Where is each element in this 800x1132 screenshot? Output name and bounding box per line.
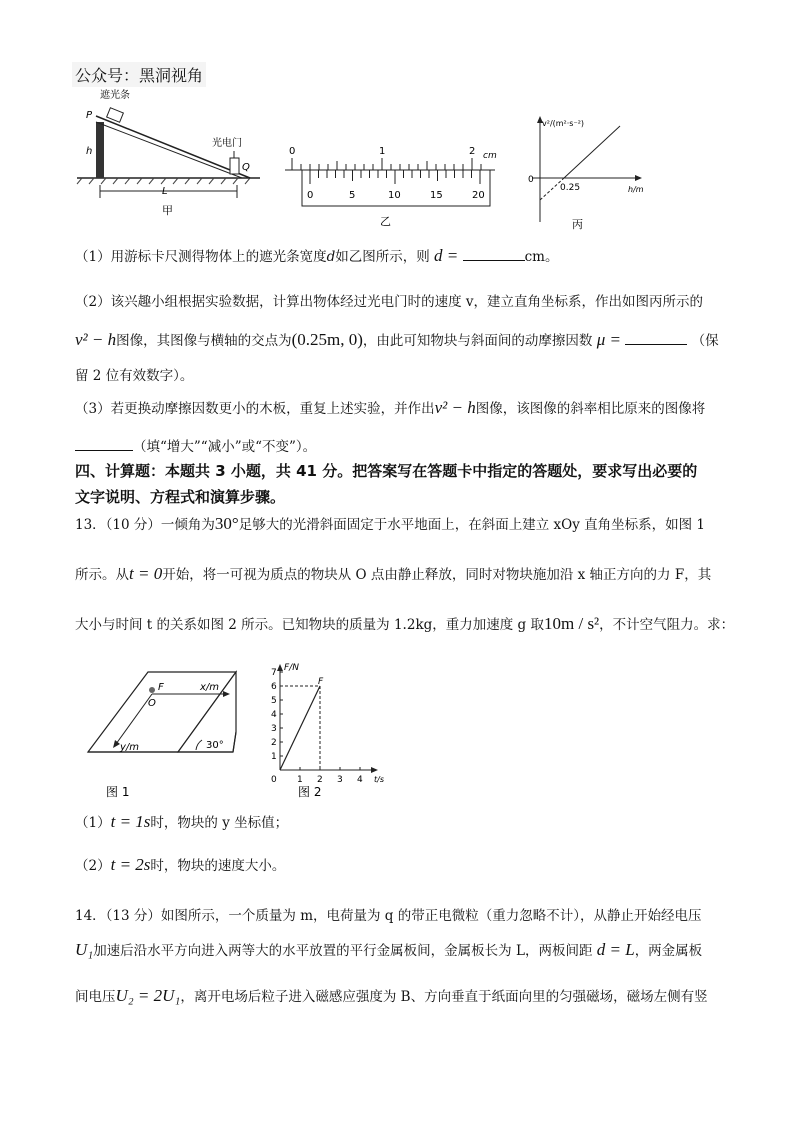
fig2-ytick-label: 2 <box>271 738 277 748</box>
figure-yi-vernier <box>280 140 505 235</box>
label-L: L <box>162 186 168 197</box>
watermark-tag: 公众号：黑洞视角 <box>72 62 206 87</box>
figure-bing-graph <box>520 112 660 232</box>
support-post <box>96 122 104 178</box>
q12-part2-line2: v² − h图像，其图像与横轴的交点为(0.25m, 0)，由此可知物块与斜面间的动摩擦因数 μ = （保 <box>75 330 719 349</box>
answer-blank-slope[interactable] <box>75 436 133 451</box>
vernier-tick-0: 0 <box>307 190 314 201</box>
fig2-xtick-label: 4 <box>357 775 363 785</box>
fig1-label-F: F <box>158 682 164 693</box>
slider-block <box>107 108 124 123</box>
q12-part2-line1: （2）该兴趣小组根据实验数据，计算出物体经过光电门时的速度 v，建立直角坐标系，作出如图丙所示的 <box>75 294 704 310</box>
figure-1-incline <box>78 660 248 800</box>
vernier-tick-15: 15 <box>430 190 443 201</box>
fig1-label-x: x/m <box>200 682 220 693</box>
fig2-ytick-label: 1 <box>271 752 277 762</box>
fig2-ytick-label: 4 <box>271 710 277 720</box>
unit-cm: cm <box>483 151 497 161</box>
q13-line1: 13．（10 分）一倾角为30°足够大的光滑斜面固定于水平地面上，在斜面上建立 xOy 直角坐标系，如图 1 <box>75 514 705 533</box>
q14-line1: 14．（13 分）如图所示，一个质量为 m，电荷量为 q 的带正电微粒（重力忽略不计），从静止开始经电压 <box>75 908 702 924</box>
graph-line <box>564 126 620 178</box>
block-dot <box>149 687 155 693</box>
vernier-tick-10: 10 <box>388 190 401 201</box>
q12-part1: （1）用游标卡尺测得物体上的遮光条宽度d如乙图所示，则 d = cm。 <box>75 246 559 265</box>
fig2-xtick-label: 3 <box>337 775 343 785</box>
bing-xlabel: h/m <box>628 185 644 194</box>
main-tick-1: 1 <box>379 146 386 157</box>
bing-intercept: 0.25 <box>560 183 581 193</box>
caption-jia: 甲 <box>162 204 173 217</box>
vernier-tick-5: 5 <box>349 190 356 201</box>
fig1-caption: 图 1 <box>106 785 130 799</box>
vernier-tick-20: 20 <box>472 190 485 201</box>
q13-line3: 大小与时间 t 的关系如图 2 所示。已知物块的质量为 1.2kg，重力加速度 g 取10m / s²，不计空气阻力。求： <box>75 614 735 633</box>
answer-blank-d[interactable] <box>463 246 525 261</box>
bing-origin: 0 <box>528 175 534 185</box>
main-tick-2: 2 <box>469 146 476 157</box>
ft-line <box>280 686 320 770</box>
bing-ylabel: v²/(m²·s⁻²) <box>542 119 585 128</box>
fig2-point-label: F <box>318 677 324 687</box>
fig2-caption: 图 2 <box>298 785 322 799</box>
label-gate: 光电门 <box>212 138 242 149</box>
q13-line2: 所示。从t = 0开始，将一可视为质点的物块从 O 点由静止释放，同时对物块施加沿 x 轴正方向的力 F，其 <box>75 564 712 583</box>
fig2-xtick-label: 1 <box>297 775 303 785</box>
label-zheguang: 遮光条 <box>100 90 130 101</box>
label-h: h <box>86 146 93 157</box>
q14-line2: U₁加速后沿水平方向进入两等大的水平放置的平行金属板间，金属板长为 L，两板间距 d = L，两金属板 <box>75 940 703 959</box>
label-Q: Q <box>242 162 250 173</box>
answer-blank-mu[interactable] <box>625 330 687 345</box>
q12-part2-line3: 留 2 位有效数字）。 <box>75 368 194 384</box>
q14-line3: 间电压U₂ = 2U₁，离开电场后粒子进入磁感应强度为 B、方向垂直于纸面向里的匀强磁场，磁场左侧有竖 <box>75 986 708 1005</box>
fig1-label-y: y/m <box>120 742 140 753</box>
caption-yi: 乙 <box>380 215 391 228</box>
q13-sub1: （1）t = 1s时，物块的 y 坐标值； <box>75 812 289 831</box>
q12-part3-line1: （3）若更换动摩擦因数更小的木板，重复上述实验，并作出v² − h图像，该图像的斜率相比原来的图像将 <box>75 398 706 417</box>
fig2-ylabel: F/N <box>284 663 299 673</box>
fig1-label-O: O <box>148 698 156 709</box>
fig2-ytick-label: 6 <box>271 682 277 692</box>
figure-jia <box>72 86 267 221</box>
fig2-ytick-label: 0 <box>271 775 277 785</box>
fig1-label-angle: 30° <box>206 740 224 751</box>
section4-heading: 四、计算题：本题共 3 小题，共 41 分。把答案写在答题卡中指定的答题处，要求写出必要的 文字说明、方程式和演算步骤。 <box>75 462 698 506</box>
fig2-xlabel: t/s <box>374 775 384 784</box>
caption-bing: 丙 <box>572 218 583 231</box>
q13-sub2: （2）t = 2s时，物块的速度大小。 <box>75 855 286 874</box>
fig2-ytick-label: 5 <box>271 696 277 706</box>
q12-part3-line2: （填“增大”“减小”或“不变”）。 <box>75 436 760 457</box>
fig2-xtick-label: 2 <box>317 775 323 785</box>
label-P: P <box>86 110 93 121</box>
fig2-ytick-label: 7 <box>271 668 277 678</box>
main-tick-0: 0 <box>289 146 296 157</box>
figure-2-ft-graph <box>262 660 402 800</box>
photogate <box>230 158 239 174</box>
fig2-ytick-label: 3 <box>271 724 277 734</box>
